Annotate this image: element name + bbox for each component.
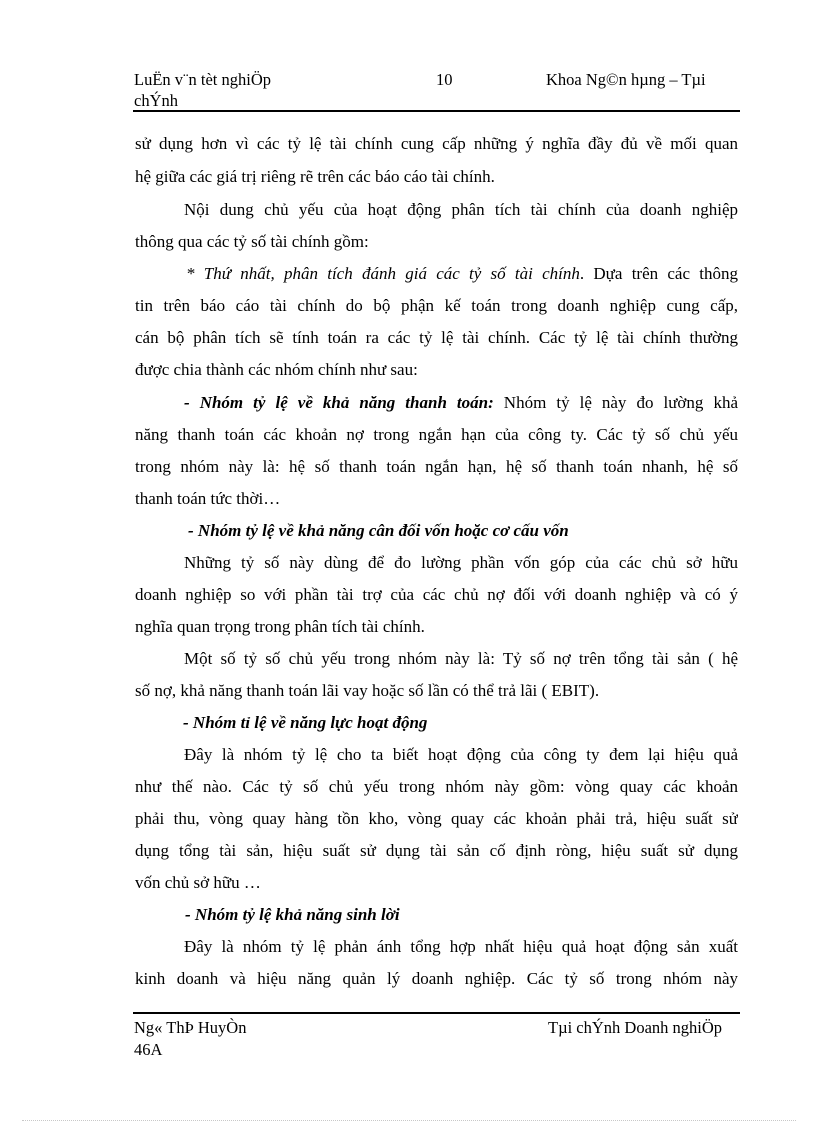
body-line: kinh doanh và hiệu năng quản lý doanh nghiệp. Các tỷ số trong nhóm này (135, 969, 738, 988)
body-line: Đây là nhóm tỷ lệ phản ánh tổng hợp nhất hiệu quả hoạt động sản xuất (184, 937, 738, 956)
body-line: như thế nào. Các tỷ số chủ yếu trong nhóm này gồm: vòng quay các khoản (135, 777, 738, 796)
body-line: số nợ, khả năng thanh toán lãi vay hoặc số lần có thể trả lãi ( EBIT). (135, 681, 600, 700)
body-line (184, 393, 738, 425)
header-left-title-cont: chÝnh (134, 91, 178, 110)
body-line: nghĩa quan trọng trong phân tích tài chính. (135, 617, 425, 636)
body-line: vốn chủ sở hữu … (135, 873, 261, 892)
header-left-title: LuËn v¨n tèt nghiÖp (134, 70, 272, 89)
footer-class: 46A (134, 1040, 163, 1059)
body-text: . Dựa trên các thông (579, 264, 738, 283)
page-boundary (22, 1120, 796, 1121)
body-line: hệ giữa các giá trị riêng rẽ trên các báo cáo tài chính. (135, 167, 495, 186)
section-heading: - Nhóm tỷ lệ khả năng sinh lời (185, 905, 400, 924)
body-line (186, 264, 738, 296)
body-line: trong nhóm này là: hệ số thanh toán ngắn hạn, hệ số thanh toán nhanh, hệ số (135, 457, 738, 476)
body-line: cán bộ phân tích sẽ tính toán ra các tỷ lệ tài chính. Các tỷ lệ tài chính thường (135, 328, 738, 347)
body-line: phải thu, vòng quay hàng tồn kho, vòng quay các khoản phải trả, hiệu suất sử (135, 809, 738, 828)
section-heading: - Nhóm tỉ lệ về năng lực hoạt động (183, 713, 428, 732)
body-line: Một số tỷ số chủ yếu trong nhóm này là: Tỷ số nợ trên tổng tài sản ( hệ (184, 649, 738, 668)
body-line: dụng tổng tài sản, hiệu suất sử dụng tài sản cố định ròng, hiệu suất sử dụng (135, 841, 738, 860)
footer-right-title: Tµi chÝnh Doanh nghiÖp (548, 1018, 723, 1037)
body-line: được chia thành các nhóm chính như sau: (135, 360, 418, 379)
body-line: thanh toán tức thời… (135, 489, 281, 508)
body-text: Nhóm tỷ lệ này đo lường khả (493, 393, 738, 412)
body-line: tin trên báo cáo tài chính do bộ phận kế toán trong doanh nghiệp cung cấp, (135, 296, 738, 315)
footer-author: Ng« ThÞ HuyÒn (134, 1018, 247, 1037)
header-right-title: Khoa Ng©n hµng – Tµi (546, 70, 706, 89)
header-rule (133, 110, 740, 112)
body-line: thông qua các tỷ số tài chính gồm: (135, 232, 369, 251)
page-number: 10 (436, 70, 453, 89)
body-line: Nội dung chủ yếu của hoạt động phân tích tài chính của doanh nghiệp (184, 200, 738, 219)
section-heading: - Nhóm tỷ lệ về khả năng thanh toán: (184, 393, 494, 412)
body-line: năng thanh toán các khoản nợ trong ngắn hạn của công ty. Các tỷ số chủ yếu (135, 425, 738, 444)
body-line: Những tỷ số này dùng để đo lường phần vốn góp của các chủ sở hữu (184, 553, 738, 572)
footer-rule (133, 1012, 740, 1014)
body-line: Đây là nhóm tỷ lệ cho ta biết hoạt động của công ty đem lại hiệu quả (184, 745, 738, 764)
italic-heading: * Thứ nhất, phân tích đánh giá các tỷ số tài chính (186, 264, 580, 283)
section-heading: - Nhóm tỷ lệ về khả năng cân đối vốn hoặc cơ cấu vốn (188, 521, 569, 540)
body-line: doanh nghiệp so với phần tài trợ của các chủ nợ đối với doanh nghiệp và có ý (135, 585, 738, 604)
body-line: sử dụng hơn vì các tỷ lệ tài chính cung cấp những ý nghĩa đầy đủ về mối quan (135, 134, 738, 153)
